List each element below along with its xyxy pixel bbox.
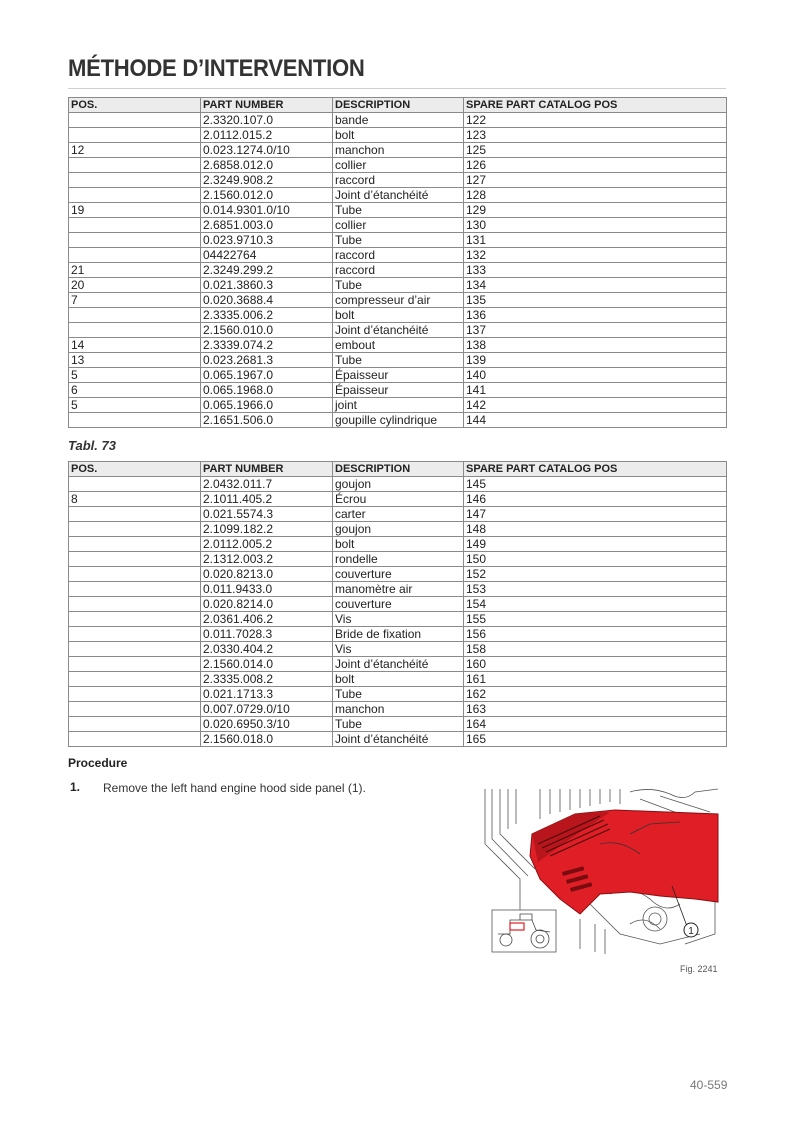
- table-row: [69, 492, 727, 507]
- column-header: SPARE PART CATALOG POS: [464, 462, 727, 477]
- table-cell: bolt: [333, 537, 464, 552]
- table-cell: [69, 218, 201, 233]
- table-cell: 2.3249.908.2: [201, 173, 333, 188]
- table-row: [69, 203, 727, 218]
- table-cell: [69, 597, 201, 612]
- table-cell: 128: [464, 188, 727, 203]
- table-cell: 129: [464, 203, 727, 218]
- table-row: [69, 383, 727, 398]
- table-cell: 2.0112.015.2: [201, 128, 333, 143]
- column-header: POS.: [69, 462, 201, 477]
- table-cell: 0.014.9301.0/10: [201, 203, 333, 218]
- table-cell: raccord: [333, 173, 464, 188]
- table-row: [69, 323, 727, 338]
- table-cell: 162: [464, 687, 727, 702]
- table-cell: Tube: [333, 717, 464, 732]
- table-body: [69, 477, 727, 747]
- table-row: [69, 597, 727, 612]
- table-row: [69, 338, 727, 353]
- table-row: [69, 128, 727, 143]
- table-cell: 125: [464, 143, 727, 158]
- table-cell: [69, 582, 201, 597]
- table-cell: bolt: [333, 128, 464, 143]
- table-cell: 13: [69, 353, 201, 368]
- table-cell: bolt: [333, 672, 464, 687]
- table-cell: 158: [464, 642, 727, 657]
- table-cell: Tube: [333, 687, 464, 702]
- table-cell: 2.3249.299.2: [201, 263, 333, 278]
- table-cell: 7: [69, 293, 201, 308]
- table-row: [69, 143, 727, 158]
- table-cell: carter: [333, 507, 464, 522]
- table-cell: 137: [464, 323, 727, 338]
- table-cell: [69, 567, 201, 582]
- table-cell: 148: [464, 522, 727, 537]
- table-cell: 04422764: [201, 248, 333, 263]
- table-row: [69, 567, 727, 582]
- table-cell: 131: [464, 233, 727, 248]
- table-cell: 153: [464, 582, 727, 597]
- table-cell: 126: [464, 158, 727, 173]
- table-row: [69, 672, 727, 687]
- table-cell: 140: [464, 368, 727, 383]
- table-cell: goupille cylindrique: [333, 413, 464, 428]
- table-cell: 0.020.6950.3/10: [201, 717, 333, 732]
- table-cell: 155: [464, 612, 727, 627]
- figure-callout: 1: [688, 926, 694, 937]
- table-cell: 2.0361.406.2: [201, 612, 333, 627]
- table-row: [69, 173, 727, 188]
- column-header: PART NUMBER: [201, 98, 333, 113]
- table-cell: [69, 657, 201, 672]
- figure-label: Fig. 2241: [680, 964, 718, 974]
- table-cell: [69, 477, 201, 492]
- table-cell: 0.020.8213.0: [201, 567, 333, 582]
- procedure-heading: Procedure: [68, 756, 128, 770]
- table-cell: Épaisseur: [333, 368, 464, 383]
- table-cell: collier: [333, 158, 464, 173]
- table-row: [69, 732, 727, 747]
- table-cell: 2.1011.405.2: [201, 492, 333, 507]
- table-body: [69, 113, 727, 428]
- table-cell: [69, 413, 201, 428]
- table-cell: goujon: [333, 477, 464, 492]
- parts-table-1: [68, 97, 727, 428]
- table-cell: bolt: [333, 308, 464, 323]
- table-cell: 2.0432.011.7: [201, 477, 333, 492]
- table-row: [69, 522, 727, 537]
- table-cell: Joint d’étanchéité: [333, 732, 464, 747]
- table-cell: 5: [69, 398, 201, 413]
- table-cell: 2.1560.014.0: [201, 657, 333, 672]
- table-row: [69, 627, 727, 642]
- table-row: [69, 368, 727, 383]
- table-row: [69, 642, 727, 657]
- table-row: [69, 477, 727, 492]
- table-cell: joint: [333, 398, 464, 413]
- table-cell: 2.0330.404.2: [201, 642, 333, 657]
- table-cell: 123: [464, 128, 727, 143]
- table-caption: Tabl. 73: [68, 438, 116, 453]
- step-number: 1.: [70, 780, 81, 794]
- table-cell: couverture: [333, 597, 464, 612]
- table-cell: 0.020.3688.4: [201, 293, 333, 308]
- table-cell: 127: [464, 173, 727, 188]
- table-cell: 0.023.1274.0/10: [201, 143, 333, 158]
- table-cell: 2.1651.506.0: [201, 413, 333, 428]
- table-cell: 21: [69, 263, 201, 278]
- table-cell: Joint d’étanchéité: [333, 657, 464, 672]
- table-cell: [69, 113, 201, 128]
- table-cell: [69, 188, 201, 203]
- table-row: [69, 353, 727, 368]
- table-cell: 138: [464, 338, 727, 353]
- title-divider: [68, 88, 726, 89]
- table-cell: 165: [464, 732, 727, 747]
- parts-table-2: [68, 461, 727, 747]
- table-row: [69, 687, 727, 702]
- table-row: [69, 552, 727, 567]
- table-cell: [69, 687, 201, 702]
- table-cell: 144: [464, 413, 727, 428]
- table-cell: 163: [464, 702, 727, 717]
- table-cell: [69, 507, 201, 522]
- column-header: SPARE PART CATALOG POS: [464, 98, 727, 113]
- table-cell: [69, 612, 201, 627]
- table-cell: [69, 642, 201, 657]
- column-header: DESCRIPTION: [333, 98, 464, 113]
- table-row: [69, 582, 727, 597]
- table-cell: 0.065.1966.0: [201, 398, 333, 413]
- table-cell: 139: [464, 353, 727, 368]
- table-cell: Écrou: [333, 492, 464, 507]
- table-cell: Bride de fixation: [333, 627, 464, 642]
- column-header: PART NUMBER: [201, 462, 333, 477]
- table-cell: 135: [464, 293, 727, 308]
- table-cell: 0.021.1713.3: [201, 687, 333, 702]
- table-cell: 2.3320.107.0: [201, 113, 333, 128]
- table-cell: 2.1099.182.2: [201, 522, 333, 537]
- table-cell: [69, 158, 201, 173]
- table-cell: 5: [69, 368, 201, 383]
- table-cell: Épaisseur: [333, 383, 464, 398]
- table-cell: 0.021.3860.3: [201, 278, 333, 293]
- table-row: [69, 398, 727, 413]
- table-cell: [69, 702, 201, 717]
- table-cell: 0.065.1967.0: [201, 368, 333, 383]
- table-cell: 2.0112.005.2: [201, 537, 333, 552]
- table-cell: 142: [464, 398, 727, 413]
- table-cell: manomètre air: [333, 582, 464, 597]
- table-cell: Tube: [333, 233, 464, 248]
- column-header: POS.: [69, 98, 201, 113]
- table-row: [69, 278, 727, 293]
- table-cell: 0.023.2681.3: [201, 353, 333, 368]
- table-row: [69, 233, 727, 248]
- table-row: [69, 702, 727, 717]
- table-cell: 0.065.1968.0: [201, 383, 333, 398]
- table-cell: 136: [464, 308, 727, 323]
- table-cell: 141: [464, 383, 727, 398]
- step-text: Remove the left hand engine hood side panel (1).: [103, 781, 366, 795]
- column-header: DESCRIPTION: [333, 462, 464, 477]
- table-row: [69, 113, 727, 128]
- table-cell: goujon: [333, 522, 464, 537]
- table-cell: [69, 732, 201, 747]
- table-cell: 161: [464, 672, 727, 687]
- table-row: [69, 158, 727, 173]
- table-cell: [69, 308, 201, 323]
- table-cell: Vis: [333, 612, 464, 627]
- table-cell: 2.6858.012.0: [201, 158, 333, 173]
- table-cell: 0.020.8214.0: [201, 597, 333, 612]
- table-cell: 122: [464, 113, 727, 128]
- table-cell: 12: [69, 143, 201, 158]
- table-cell: 19: [69, 203, 201, 218]
- table-cell: manchon: [333, 143, 464, 158]
- table-cell: 2.1312.003.2: [201, 552, 333, 567]
- table-cell: 130: [464, 218, 727, 233]
- table-cell: [69, 233, 201, 248]
- table-cell: [69, 522, 201, 537]
- table-cell: Vis: [333, 642, 464, 657]
- table-cell: couverture: [333, 567, 464, 582]
- table-cell: [69, 552, 201, 567]
- table-cell: [69, 248, 201, 263]
- table-cell: 2.1560.012.0: [201, 188, 333, 203]
- table-row: [69, 293, 727, 308]
- table-cell: compresseur d’air: [333, 293, 464, 308]
- engine-hood-illustration: [480, 784, 720, 956]
- table-cell: 149: [464, 537, 727, 552]
- table-cell: Tube: [333, 203, 464, 218]
- page-number: 40-559: [690, 1078, 728, 1092]
- table-cell: [69, 537, 201, 552]
- table-cell: 20: [69, 278, 201, 293]
- table-cell: bande: [333, 113, 464, 128]
- table-cell: 146: [464, 492, 727, 507]
- table-cell: [69, 717, 201, 732]
- engine-hood-figure: [480, 784, 720, 956]
- table-cell: 0.021.5574.3: [201, 507, 333, 522]
- table-cell: rondelle: [333, 552, 464, 567]
- table-cell: 2.1560.018.0: [201, 732, 333, 747]
- table-cell: 0.007.0729.0/10: [201, 702, 333, 717]
- table-cell: Joint d’étanchéité: [333, 188, 464, 203]
- table-row: [69, 657, 727, 672]
- table-header-row: [69, 462, 727, 477]
- table-cell: 152: [464, 567, 727, 582]
- table-row: [69, 717, 727, 732]
- table-cell: 0.011.7028.3: [201, 627, 333, 642]
- table-cell: 14: [69, 338, 201, 353]
- table-cell: 147: [464, 507, 727, 522]
- table-row: [69, 248, 727, 263]
- table-cell: Tube: [333, 278, 464, 293]
- table-cell: embout: [333, 338, 464, 353]
- table-cell: Joint d’étanchéité: [333, 323, 464, 338]
- table-cell: 154: [464, 597, 727, 612]
- table-cell: [69, 173, 201, 188]
- table-cell: [69, 323, 201, 338]
- table-cell: 2.3335.006.2: [201, 308, 333, 323]
- table-cell: manchon: [333, 702, 464, 717]
- table-cell: 0.023.9710.3: [201, 233, 333, 248]
- table-cell: 2.6851.003.0: [201, 218, 333, 233]
- table-cell: 164: [464, 717, 727, 732]
- table-cell: 2.1560.010.0: [201, 323, 333, 338]
- table-cell: raccord: [333, 248, 464, 263]
- page-title: MÉTHODE D’INTERVENTION: [68, 55, 365, 82]
- table-cell: 6: [69, 383, 201, 398]
- table-cell: 160: [464, 657, 727, 672]
- table-cell: collier: [333, 218, 464, 233]
- table-cell: 0.011.9433.0: [201, 582, 333, 597]
- table-cell: 150: [464, 552, 727, 567]
- table-cell: [69, 672, 201, 687]
- table-row: [69, 537, 727, 552]
- table-row: [69, 218, 727, 233]
- table-row: [69, 308, 727, 323]
- table-cell: 2.3335.008.2: [201, 672, 333, 687]
- table-cell: 156: [464, 627, 727, 642]
- table-cell: Tube: [333, 353, 464, 368]
- table-row: [69, 263, 727, 278]
- table-row: [69, 612, 727, 627]
- table-cell: 145: [464, 477, 727, 492]
- table-row: [69, 507, 727, 522]
- table-row: [69, 413, 727, 428]
- table-header-row: [69, 98, 727, 113]
- table-row: [69, 188, 727, 203]
- table-cell: 2.3339.074.2: [201, 338, 333, 353]
- table-cell: 134: [464, 278, 727, 293]
- table-cell: [69, 128, 201, 143]
- table-cell: 132: [464, 248, 727, 263]
- table-cell: 8: [69, 492, 201, 507]
- table-cell: 133: [464, 263, 727, 278]
- table-cell: raccord: [333, 263, 464, 278]
- table-cell: [69, 627, 201, 642]
